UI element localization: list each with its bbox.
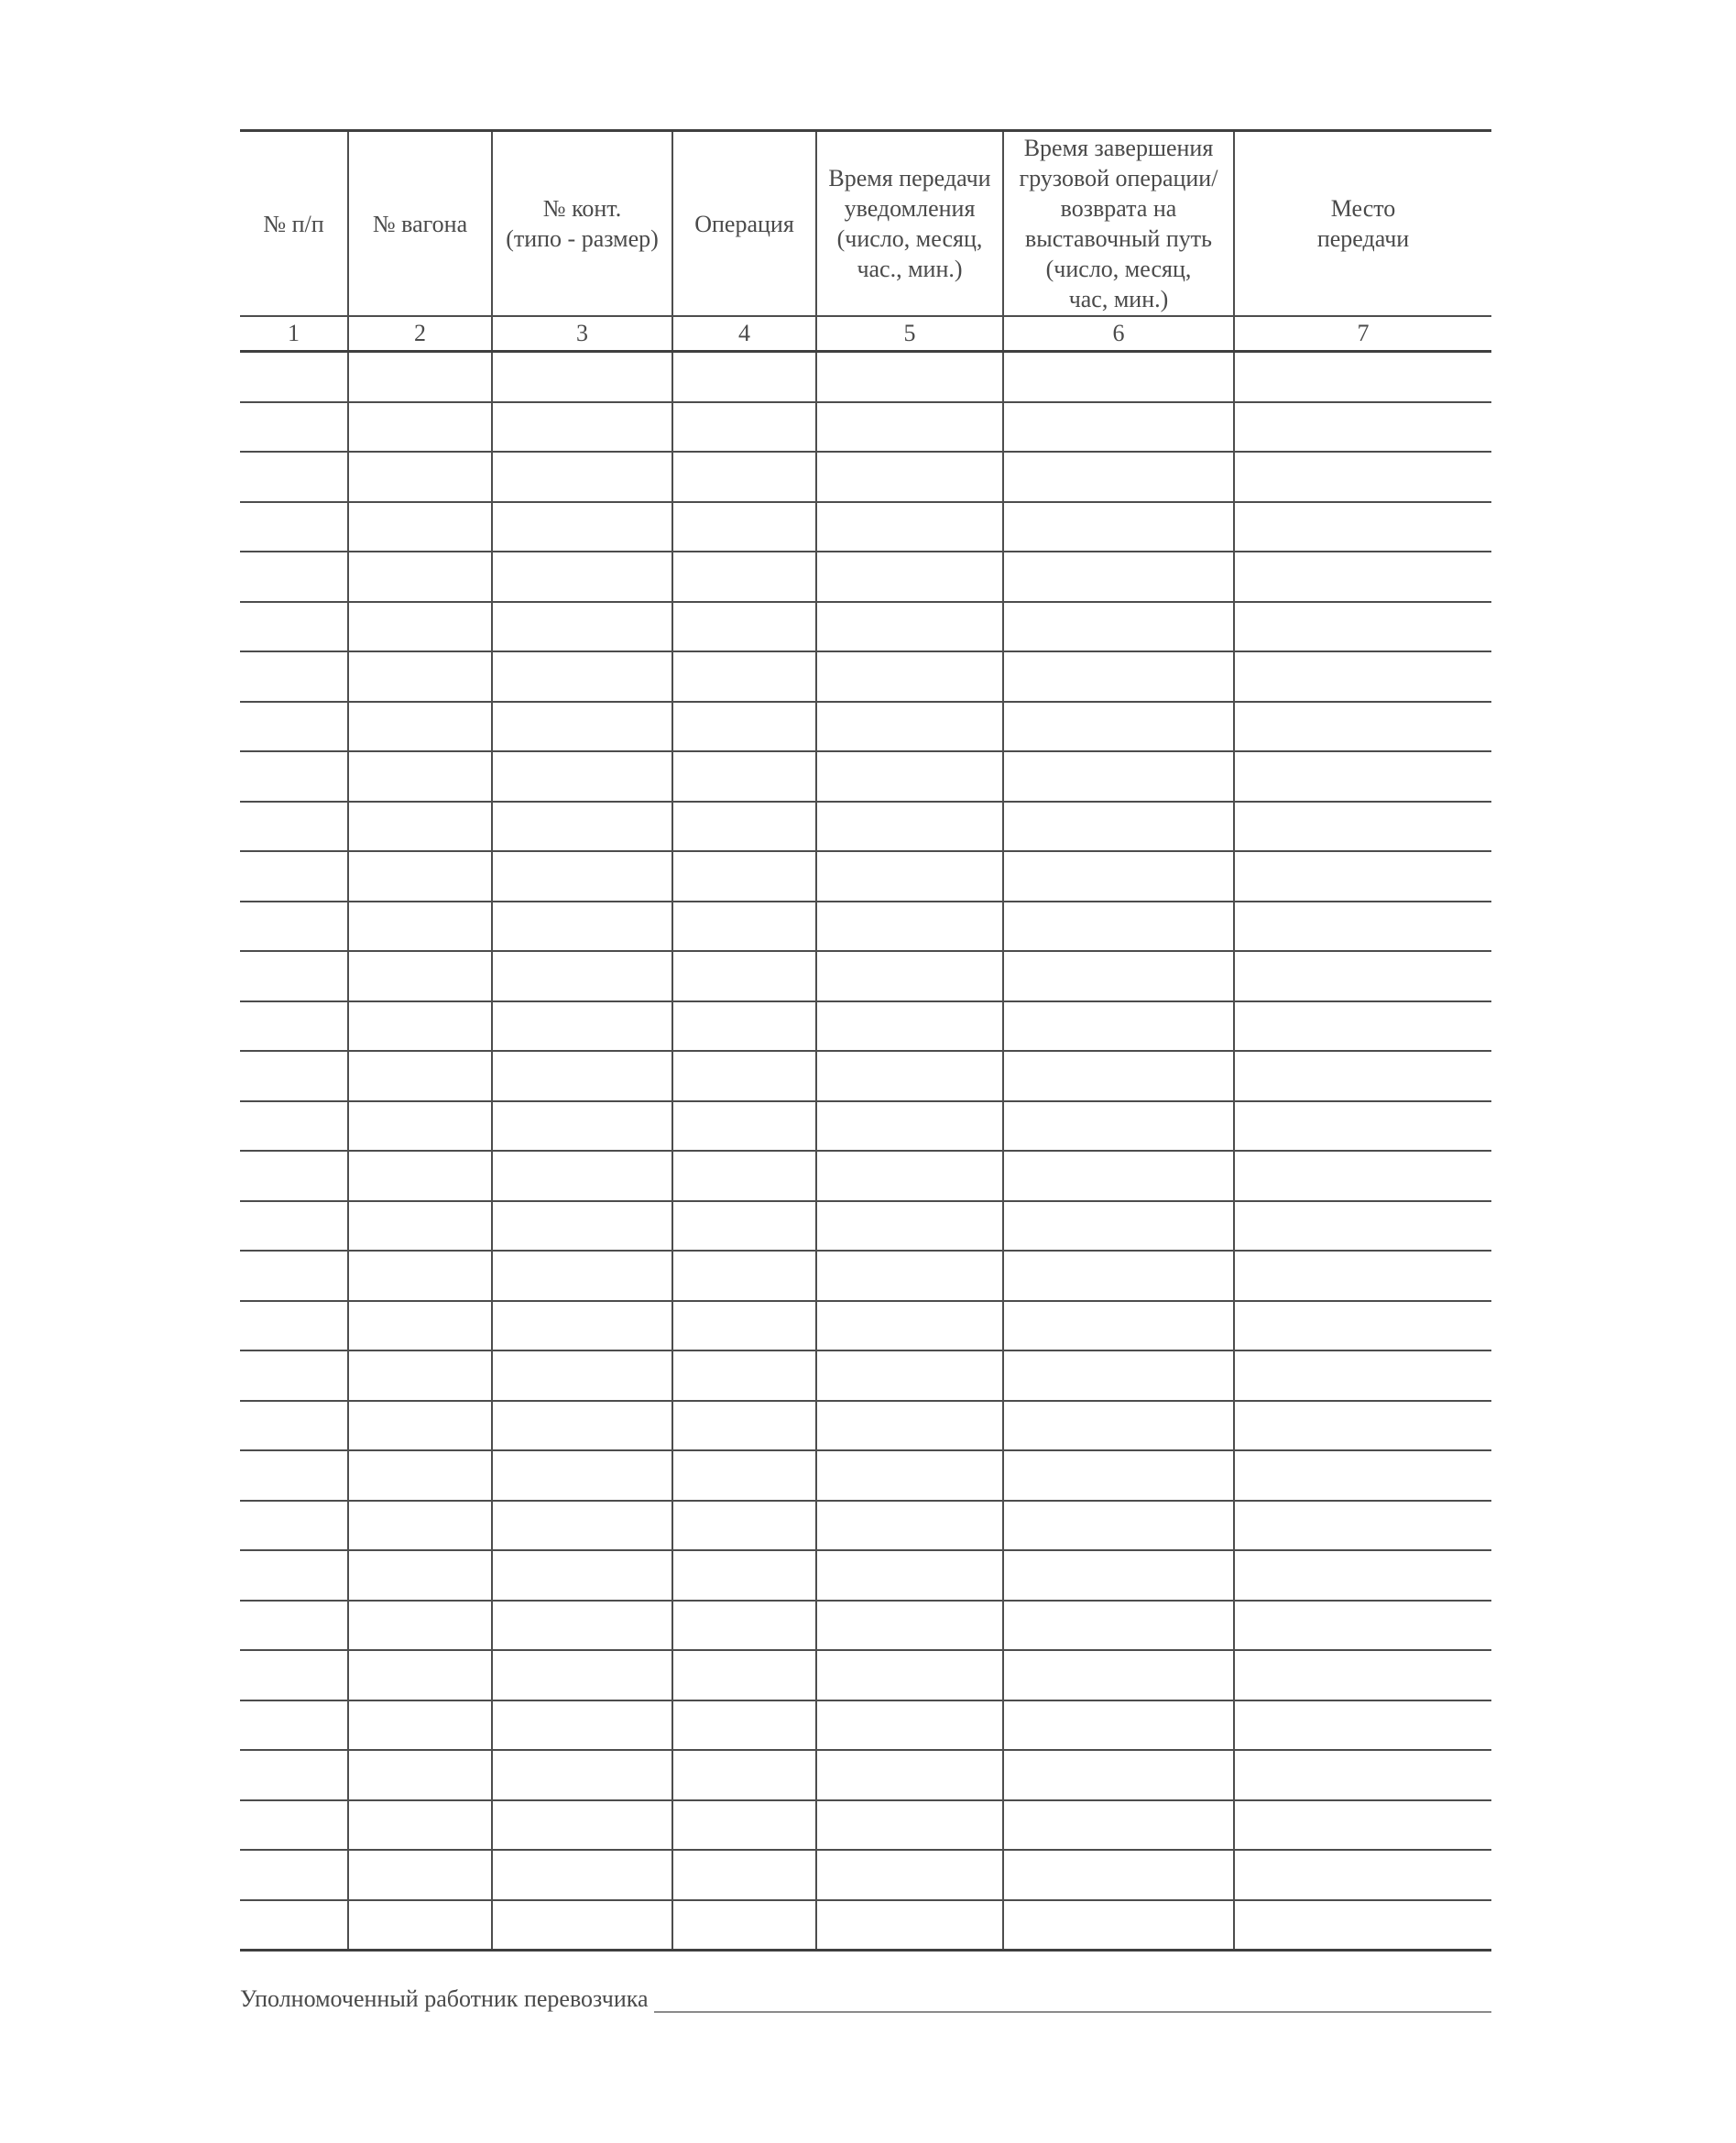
- table-row: [240, 552, 1491, 602]
- column-number: 7: [1234, 316, 1491, 352]
- table-cell[interactable]: [240, 1850, 348, 1900]
- table-row: [240, 802, 1491, 852]
- table-cell[interactable]: [1234, 1301, 1491, 1351]
- table-cell[interactable]: [1003, 1401, 1234, 1451]
- table-cell[interactable]: [348, 1601, 492, 1651]
- header-notification-time: Время передачи уведомления (число, месяц, час., мин.): [816, 131, 1003, 317]
- table-cell[interactable]: [348, 1350, 492, 1401]
- table-cell[interactable]: [1003, 1550, 1234, 1601]
- table-cell[interactable]: [816, 1700, 1003, 1751]
- table-cell[interactable]: [672, 1151, 816, 1201]
- table-cell[interactable]: [492, 1350, 672, 1401]
- table-cell[interactable]: [492, 702, 672, 752]
- table-row: [240, 751, 1491, 802]
- table-cell[interactable]: [1003, 1051, 1234, 1101]
- table-row: [240, 851, 1491, 902]
- table-row: [240, 1001, 1491, 1052]
- table-cell[interactable]: [816, 1051, 1003, 1101]
- table-cell[interactable]: [672, 352, 816, 402]
- column-number: 3: [492, 316, 672, 352]
- table-cell[interactable]: [240, 1251, 348, 1301]
- table-cell[interactable]: [816, 1650, 1003, 1700]
- table-cell[interactable]: [1234, 1501, 1491, 1551]
- table-cell[interactable]: [816, 1251, 1003, 1301]
- table-cell[interactable]: [348, 1900, 492, 1951]
- table-cell[interactable]: [492, 1051, 672, 1101]
- table-row: [240, 1900, 1491, 1951]
- table-cell[interactable]: [816, 1301, 1003, 1351]
- table-cell[interactable]: [672, 902, 816, 952]
- table-cell[interactable]: [240, 1401, 348, 1451]
- table-cell[interactable]: [492, 1650, 672, 1700]
- table-cell[interactable]: [1003, 1101, 1234, 1152]
- table-cell[interactable]: [816, 651, 1003, 702]
- table-cell[interactable]: [240, 1350, 348, 1401]
- table-cell[interactable]: [240, 1800, 348, 1851]
- table-cell[interactable]: [1234, 1750, 1491, 1800]
- table-row: [240, 1450, 1491, 1501]
- table-cell[interactable]: [1003, 1850, 1234, 1900]
- table-cell[interactable]: [1003, 352, 1234, 402]
- table-row: [240, 502, 1491, 552]
- table-cell[interactable]: [672, 1101, 816, 1152]
- table-cell[interactable]: [816, 1550, 1003, 1601]
- table-row: [240, 402, 1491, 453]
- table-cell[interactable]: [492, 802, 672, 852]
- table-cell[interactable]: [816, 1201, 1003, 1252]
- table-cell[interactable]: [1234, 1350, 1491, 1401]
- table-cell[interactable]: [1003, 651, 1234, 702]
- table-cell[interactable]: [672, 552, 816, 602]
- table-cell[interactable]: [240, 951, 348, 1001]
- table-cell[interactable]: [672, 651, 816, 702]
- table-row: [240, 1501, 1491, 1551]
- table-cell[interactable]: [672, 1750, 816, 1800]
- table-row: [240, 1350, 1491, 1401]
- table-cell[interactable]: [348, 1151, 492, 1201]
- table-cell[interactable]: [816, 452, 1003, 502]
- table-row: [240, 1800, 1491, 1851]
- table-cell[interactable]: [672, 402, 816, 453]
- table-cell[interactable]: [1003, 602, 1234, 652]
- table-cell[interactable]: [672, 1850, 816, 1900]
- table-cell[interactable]: [672, 1800, 816, 1851]
- table-cell[interactable]: [1234, 1101, 1491, 1152]
- table-cell[interactable]: [1234, 1650, 1491, 1700]
- table-cell[interactable]: [240, 851, 348, 902]
- table-cell[interactable]: [348, 1301, 492, 1351]
- table-cell[interactable]: [816, 902, 1003, 952]
- table-cell[interactable]: [1234, 802, 1491, 852]
- table-row: [240, 1700, 1491, 1751]
- table-cell[interactable]: [240, 452, 348, 502]
- table-cell[interactable]: [240, 402, 348, 453]
- table-cell[interactable]: [240, 1151, 348, 1201]
- table-cell[interactable]: [348, 802, 492, 852]
- table-cell[interactable]: [492, 1201, 672, 1252]
- table-cell[interactable]: [348, 1800, 492, 1851]
- table-cell[interactable]: [1234, 951, 1491, 1001]
- table-cell[interactable]: [348, 452, 492, 502]
- table-cell[interactable]: [492, 1550, 672, 1601]
- table-row: [240, 602, 1491, 652]
- table-cell[interactable]: [1003, 802, 1234, 852]
- table-cell[interactable]: [492, 1401, 672, 1451]
- table-cell[interactable]: [816, 552, 1003, 602]
- table-cell[interactable]: [816, 951, 1003, 1001]
- table-cell[interactable]: [672, 602, 816, 652]
- table-cell[interactable]: [816, 1450, 1003, 1501]
- table-cell[interactable]: [492, 1001, 672, 1052]
- table-cell[interactable]: [240, 1051, 348, 1101]
- table-cell[interactable]: [348, 1201, 492, 1252]
- table-cell[interactable]: [348, 352, 492, 402]
- table-cell[interactable]: [816, 1601, 1003, 1651]
- table-cell[interactable]: [1234, 851, 1491, 902]
- table-cell[interactable]: [1234, 402, 1491, 453]
- table-cell[interactable]: [1234, 452, 1491, 502]
- table-cell[interactable]: [1003, 1450, 1234, 1501]
- table-cell[interactable]: [1003, 1601, 1234, 1651]
- table-cell[interactable]: [672, 1350, 816, 1401]
- signature-line[interactable]: [654, 1984, 1491, 2013]
- table-cell[interactable]: [1003, 402, 1234, 453]
- table-cell[interactable]: [816, 1350, 1003, 1401]
- column-number: 4: [672, 316, 816, 352]
- table-cell[interactable]: [1003, 1251, 1234, 1301]
- table-row: [240, 702, 1491, 752]
- table-cell[interactable]: [1234, 1251, 1491, 1301]
- table-row: [240, 1401, 1491, 1451]
- table-row: [240, 1151, 1491, 1201]
- table-cell[interactable]: [240, 502, 348, 552]
- table-cell[interactable]: [240, 702, 348, 752]
- table-cell[interactable]: [816, 1800, 1003, 1851]
- signature-label: Уполномоченный работник перевозчика: [240, 1985, 649, 2012]
- table-cell[interactable]: [1234, 352, 1491, 402]
- table-cell[interactable]: [1003, 1301, 1234, 1351]
- table-cell[interactable]: [1234, 552, 1491, 602]
- header-row: [240, 131, 1491, 317]
- table-cell[interactable]: [492, 552, 672, 602]
- table-cell[interactable]: [348, 651, 492, 702]
- table-cell[interactable]: [492, 352, 672, 402]
- table-cell[interactable]: [816, 1900, 1003, 1951]
- table-cell[interactable]: [1003, 1001, 1234, 1052]
- table-cell[interactable]: [348, 1650, 492, 1700]
- table-cell[interactable]: [240, 1501, 348, 1551]
- table-cell[interactable]: [492, 1301, 672, 1351]
- table-cell[interactable]: [1234, 1850, 1491, 1900]
- table-row: [240, 1051, 1491, 1101]
- table-row: [240, 1550, 1491, 1601]
- header-transfer-place: Место передачи: [1234, 131, 1491, 317]
- table-cell[interactable]: [672, 1601, 816, 1651]
- table-cell[interactable]: [1003, 1650, 1234, 1700]
- table-cell[interactable]: [348, 951, 492, 1001]
- table-cell[interactable]: [1003, 502, 1234, 552]
- table-cell[interactable]: [348, 1550, 492, 1601]
- table-cell[interactable]: [492, 1900, 672, 1951]
- table-cell[interactable]: [240, 1301, 348, 1351]
- table-cell[interactable]: [672, 1251, 816, 1301]
- table-cell[interactable]: [492, 1850, 672, 1900]
- table-cell[interactable]: [492, 1151, 672, 1201]
- table-cell[interactable]: [492, 1750, 672, 1800]
- table-cell[interactable]: [492, 1450, 672, 1501]
- table-cell[interactable]: [492, 1800, 672, 1851]
- table-cell[interactable]: [1003, 851, 1234, 902]
- table-cell[interactable]: [1234, 702, 1491, 752]
- table-cell[interactable]: [492, 851, 672, 902]
- table-cell[interactable]: [1234, 1151, 1491, 1201]
- table-cell[interactable]: [240, 1101, 348, 1152]
- table-cell[interactable]: [492, 1101, 672, 1152]
- table-row: [240, 1101, 1491, 1152]
- table-cell[interactable]: [672, 751, 816, 802]
- table-cell[interactable]: [1234, 1051, 1491, 1101]
- table-cell[interactable]: [348, 902, 492, 952]
- table-cell[interactable]: [1234, 902, 1491, 952]
- table-row: [240, 452, 1491, 502]
- table-cell[interactable]: [1003, 1151, 1234, 1201]
- table-cell[interactable]: [1003, 452, 1234, 502]
- table-cell[interactable]: [492, 452, 672, 502]
- table-cell[interactable]: [816, 502, 1003, 552]
- table-cell[interactable]: [1234, 1201, 1491, 1252]
- table-cell[interactable]: [492, 751, 672, 802]
- table-row: [240, 651, 1491, 702]
- table-cell[interactable]: [240, 651, 348, 702]
- table-cell[interactable]: [1234, 502, 1491, 552]
- table-cell[interactable]: [240, 802, 348, 852]
- table-cell[interactable]: [1003, 1201, 1234, 1252]
- table-cell[interactable]: [240, 602, 348, 652]
- table-cell[interactable]: [348, 552, 492, 602]
- table-cell[interactable]: [348, 1700, 492, 1751]
- table-cell[interactable]: [1003, 1501, 1234, 1551]
- table-cell[interactable]: [492, 1700, 672, 1751]
- table-cell[interactable]: [672, 851, 816, 902]
- header-wagon-number: № вагона: [348, 131, 492, 317]
- table-cell[interactable]: [1234, 1900, 1491, 1951]
- table-cell[interactable]: [240, 902, 348, 952]
- table-cell[interactable]: [492, 602, 672, 652]
- table-cell[interactable]: [672, 1301, 816, 1351]
- table-cell[interactable]: [492, 502, 672, 552]
- table-cell[interactable]: [672, 452, 816, 502]
- table-cell[interactable]: [1234, 1800, 1491, 1851]
- table-cell[interactable]: [240, 552, 348, 602]
- table-cell[interactable]: [1003, 1350, 1234, 1401]
- table-cell[interactable]: [348, 602, 492, 652]
- table-cell[interactable]: [1003, 1800, 1234, 1851]
- table-cell[interactable]: [348, 1001, 492, 1052]
- table-cell[interactable]: [240, 1550, 348, 1601]
- table-row: [240, 352, 1491, 402]
- table-cell[interactable]: [240, 751, 348, 802]
- table-cell[interactable]: [672, 1450, 816, 1501]
- table-cell[interactable]: [1003, 552, 1234, 602]
- table-cell[interactable]: [492, 1501, 672, 1551]
- table-cell[interactable]: [672, 1700, 816, 1751]
- table-row: [240, 1650, 1491, 1700]
- table-cell[interactable]: [348, 1750, 492, 1800]
- table-cell[interactable]: [240, 1650, 348, 1700]
- table-cell[interactable]: [348, 1450, 492, 1501]
- table-cell[interactable]: [816, 1850, 1003, 1900]
- table-cell[interactable]: [816, 1501, 1003, 1551]
- table-cell[interactable]: [1003, 702, 1234, 752]
- table-cell[interactable]: [816, 702, 1003, 752]
- table-cell[interactable]: [1234, 1401, 1491, 1451]
- header-operation: Операция: [672, 131, 816, 317]
- table-cell[interactable]: [492, 402, 672, 453]
- notification-log-table: [240, 129, 1491, 1952]
- header-container-number: № конт. (типо - размер): [492, 131, 672, 317]
- table-cell[interactable]: [816, 802, 1003, 852]
- table-cell[interactable]: [348, 402, 492, 453]
- table-cell[interactable]: [348, 1051, 492, 1101]
- table-cell[interactable]: [672, 1001, 816, 1052]
- table-cell[interactable]: [492, 1601, 672, 1651]
- table-cell[interactable]: [816, 1401, 1003, 1451]
- table-cell[interactable]: [348, 1501, 492, 1551]
- table-cell[interactable]: [348, 851, 492, 902]
- table-cell[interactable]: [672, 1900, 816, 1951]
- table-cell[interactable]: [1003, 1750, 1234, 1800]
- table-cell[interactable]: [1234, 1450, 1491, 1501]
- table-cell[interactable]: [240, 1601, 348, 1651]
- table-cell[interactable]: [348, 702, 492, 752]
- table-cell[interactable]: [816, 851, 1003, 902]
- table-cell[interactable]: [1234, 1700, 1491, 1751]
- signature-block: [240, 1984, 1491, 2013]
- table-cell[interactable]: [240, 1450, 348, 1501]
- table-cell[interactable]: [1234, 602, 1491, 652]
- column-number: 5: [816, 316, 1003, 352]
- table-cell[interactable]: [1003, 1900, 1234, 1951]
- table-cell[interactable]: [816, 1750, 1003, 1800]
- table-row: [240, 1251, 1491, 1301]
- table-row: [240, 1301, 1491, 1351]
- table-cell[interactable]: [672, 1051, 816, 1101]
- table-cell[interactable]: [672, 1501, 816, 1551]
- table-cell[interactable]: [1234, 1601, 1491, 1651]
- table-cell[interactable]: [816, 402, 1003, 453]
- table-cell[interactable]: [348, 1850, 492, 1900]
- table-cell[interactable]: [1003, 751, 1234, 802]
- table-cell[interactable]: [492, 1251, 672, 1301]
- column-number: 6: [1003, 316, 1234, 352]
- table-row: [240, 902, 1491, 952]
- table-cell[interactable]: [348, 751, 492, 802]
- table-cell[interactable]: [348, 1251, 492, 1301]
- table-cell[interactable]: [1003, 902, 1234, 952]
- table-cell[interactable]: [672, 802, 816, 852]
- table-cell[interactable]: [1234, 1550, 1491, 1601]
- header-seq-number: № п/п: [240, 131, 348, 317]
- table-cell[interactable]: [1234, 751, 1491, 802]
- table-cell[interactable]: [348, 1101, 492, 1152]
- table-cell[interactable]: [492, 651, 672, 702]
- header-completion-time: Время завершения грузовой операции/ возврата на выставочный путь (число, месяц, час, мин.): [1003, 131, 1234, 317]
- table-cell[interactable]: [348, 502, 492, 552]
- table-row: [240, 1850, 1491, 1900]
- table-cell[interactable]: [672, 1201, 816, 1252]
- column-number-row: [240, 316, 1491, 352]
- table-cell[interactable]: [1003, 1700, 1234, 1751]
- table-cell[interactable]: [492, 951, 672, 1001]
- table-cell[interactable]: [240, 1700, 348, 1751]
- table-cell[interactable]: [1234, 1001, 1491, 1052]
- column-number: 1: [240, 316, 348, 352]
- table-body: [240, 352, 1491, 1951]
- table-cell[interactable]: [240, 1201, 348, 1252]
- table-cell[interactable]: [816, 1151, 1003, 1201]
- table-cell[interactable]: [816, 1101, 1003, 1152]
- table-cell[interactable]: [672, 502, 816, 552]
- table-cell[interactable]: [816, 751, 1003, 802]
- table-row: [240, 1201, 1491, 1252]
- table-row: [240, 951, 1491, 1001]
- table-cell[interactable]: [240, 1750, 348, 1800]
- table-row: [240, 1750, 1491, 1800]
- table-cell[interactable]: [348, 1401, 492, 1451]
- column-number: 2: [348, 316, 492, 352]
- table-cell[interactable]: [240, 1001, 348, 1052]
- table-cell[interactable]: [240, 1900, 348, 1951]
- table-cell[interactable]: [240, 352, 348, 402]
- table-cell[interactable]: [1003, 951, 1234, 1001]
- table-cell[interactable]: [672, 702, 816, 752]
- table-cell[interactable]: [672, 1550, 816, 1601]
- table-row: [240, 1601, 1491, 1651]
- table-cell[interactable]: [816, 1001, 1003, 1052]
- table-cell[interactable]: [672, 951, 816, 1001]
- table-cell[interactable]: [672, 1401, 816, 1451]
- table-cell[interactable]: [816, 602, 1003, 652]
- table-cell[interactable]: [492, 902, 672, 952]
- table-cell[interactable]: [672, 1650, 816, 1700]
- table-cell[interactable]: [816, 352, 1003, 402]
- table-cell[interactable]: [1234, 651, 1491, 702]
